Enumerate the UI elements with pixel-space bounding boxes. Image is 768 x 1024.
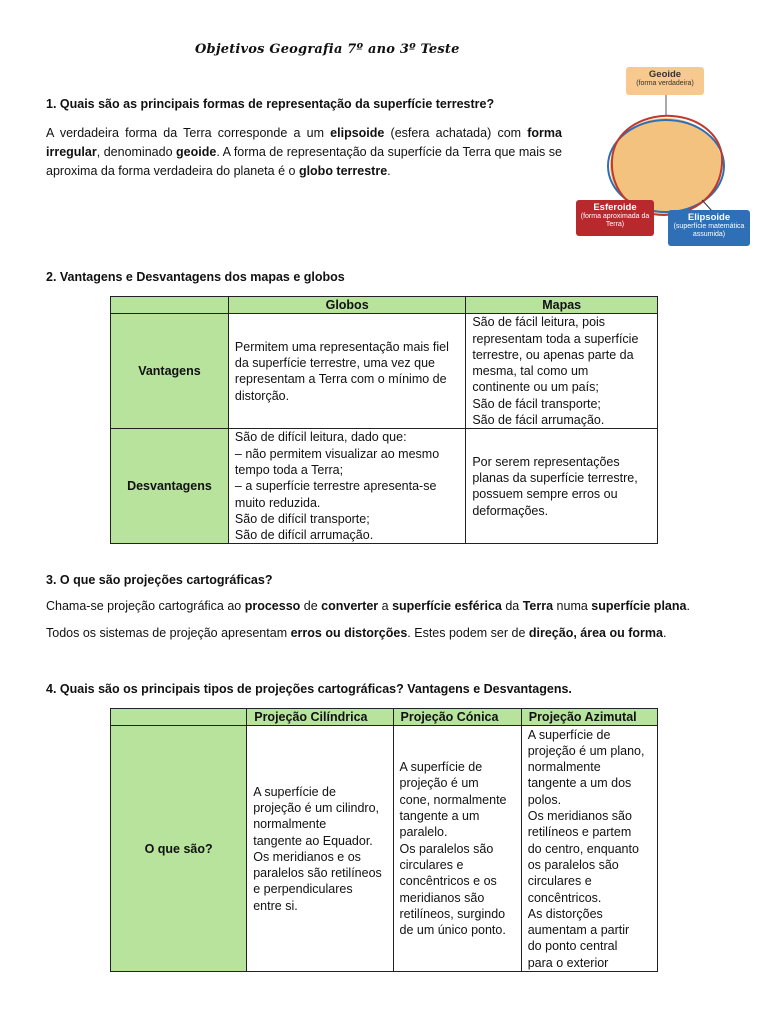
q1-heading: 1. Quais são as principais formas de representação da superfície terrestre? bbox=[46, 97, 495, 111]
text-run: da bbox=[501, 599, 523, 613]
earth-shape-diagram bbox=[572, 64, 756, 254]
cell-line: Por serem representações bbox=[472, 454, 620, 469]
cell-line: tangente a um bbox=[399, 809, 480, 824]
bold-text: processo bbox=[244, 599, 301, 613]
text-run: . Estes podem ser de bbox=[407, 626, 529, 640]
text-run: Todos os sistemas de projeção apresentam bbox=[46, 626, 291, 640]
q3-paragraph-2 bbox=[46, 624, 726, 643]
cell-line: A superfície de bbox=[253, 784, 336, 799]
cell-line: para o exterior bbox=[527, 955, 609, 970]
text-run: Chama-se projeção cartográfica ao bbox=[46, 599, 245, 613]
cell-vantagens-mapas bbox=[466, 314, 658, 429]
cell-vantagens-globos bbox=[228, 314, 465, 429]
elipsoide-label bbox=[668, 210, 750, 246]
text-run: numa bbox=[553, 599, 592, 613]
elipsoide-subtitle: (superfície matemática assumida) bbox=[673, 223, 745, 238]
cell-line: paralelos são retilíneos bbox=[253, 866, 382, 881]
cell-line: normalmente bbox=[253, 817, 327, 832]
projections-table bbox=[110, 708, 658, 972]
cell-line: Os paralelos são bbox=[399, 841, 494, 856]
cell-line: circulares e bbox=[399, 857, 464, 872]
bold-text: erros ou distorções bbox=[290, 626, 408, 640]
cell-line: muito reduzida. bbox=[234, 495, 321, 510]
cell-line: projeção é um cilindro, bbox=[253, 800, 379, 815]
cell-line: os paralelos são bbox=[527, 857, 619, 872]
bold-text: converter bbox=[321, 599, 379, 613]
cell-line: paralelo. bbox=[399, 825, 448, 840]
cell-conica bbox=[393, 726, 521, 972]
geoide-subtitle: (forma verdadeira) bbox=[636, 80, 694, 87]
text-run: a bbox=[378, 599, 393, 613]
cell-line: São de difícil leitura, dado que: bbox=[234, 430, 407, 445]
cell-line: representam a Terra com o mínimo de bbox=[234, 372, 447, 387]
maps-globes-table bbox=[110, 296, 658, 544]
esferoide-title: Esferoide bbox=[593, 202, 637, 213]
text-run: A verdadeira forma da Terra corresponde a um bbox=[46, 126, 331, 140]
geoide-title: Geoide bbox=[648, 69, 682, 80]
esferoide-subtitle: (forma aproximada da Terra) bbox=[580, 213, 650, 228]
cell-line: do centro, enquanto bbox=[527, 841, 639, 856]
cell-line: Os meridianos e os bbox=[253, 849, 361, 864]
cell-line: – a superfície terrestre apresenta-se bbox=[234, 479, 437, 494]
cell-line: A superfície de bbox=[399, 760, 483, 775]
cell-line: projeção é um plano, bbox=[527, 743, 645, 758]
geoide-label bbox=[626, 67, 704, 95]
cell-line: retilíneos, surgindo bbox=[399, 906, 506, 921]
cell-line: representam toda a superfície bbox=[472, 331, 639, 346]
text-run: (esfera achatada) com bbox=[384, 126, 528, 140]
cell-line: de um único ponto. bbox=[399, 923, 506, 938]
cell-line: retilíneos e partem bbox=[527, 825, 632, 840]
cell-line: da superfície terrestre, uma vez que bbox=[234, 356, 436, 371]
cell-line: aumentam a partir bbox=[527, 923, 630, 938]
q3-paragraph-1 bbox=[46, 597, 726, 616]
cell-line: concêntricos. bbox=[527, 890, 602, 905]
cell-line: cone, normalmente bbox=[399, 792, 507, 807]
bold-text: superfície plana bbox=[591, 599, 687, 613]
col-header-conica: Projeção Cónica bbox=[393, 709, 521, 726]
table-header-row bbox=[111, 297, 658, 314]
cell-line: entre si. bbox=[253, 898, 298, 913]
cell-line: possuem sempre erros ou bbox=[472, 487, 618, 502]
cell-line: circulares e bbox=[527, 874, 592, 889]
cell-line: distorção. bbox=[234, 388, 290, 403]
cell-desvantagens-globos bbox=[228, 429, 465, 544]
cell-line: São de fácil leitura, pois bbox=[472, 315, 606, 330]
cell-line: planas da superfície terrestre, bbox=[472, 471, 638, 486]
q1-paragraph bbox=[46, 124, 562, 181]
text-run: . A forma de representação da superfície da Terra que mais se aproxima da forma verdadeira do planeta é o bbox=[46, 145, 562, 178]
cell-line: São de difícil transporte; bbox=[234, 511, 370, 526]
row-label-vantagens: Vantagens bbox=[111, 314, 229, 429]
cell-line: e perpendiculares bbox=[253, 882, 353, 897]
bold-text: superfície esférica bbox=[392, 599, 502, 613]
cell-line: São de fácil arrumação. bbox=[472, 413, 605, 428]
cell-desvantagens-mapas bbox=[466, 429, 658, 544]
bold-text: forma irregular bbox=[46, 126, 562, 159]
cell-line: São de difícil arrumação. bbox=[234, 528, 374, 543]
text-run: , denominado bbox=[96, 145, 177, 159]
text-run: . bbox=[387, 164, 391, 178]
text-run: . bbox=[662, 626, 667, 640]
corner-cell bbox=[111, 709, 247, 726]
table-header-row bbox=[111, 709, 658, 726]
col-header-mapas: Mapas bbox=[466, 297, 658, 314]
cell-line: – não permitem visualizar ao mesmo bbox=[234, 446, 440, 461]
col-header-globos: Globos bbox=[228, 297, 465, 314]
cell-line: concêntricos e os bbox=[399, 874, 497, 889]
col-header-azimutal: Projeção Azimutal bbox=[521, 709, 657, 726]
cell-line: polos. bbox=[527, 792, 562, 807]
cell-line: do ponto central bbox=[527, 939, 618, 954]
cell-line: terrestre, ou apenas parte da bbox=[472, 347, 634, 362]
row-label-o-que-sao: O que são? bbox=[111, 726, 247, 972]
text-run: . bbox=[686, 599, 690, 613]
q2-heading: 2. Vantagens e Desvantagens dos mapas e globos bbox=[46, 270, 345, 284]
cell-line: Permitem uma representação mais fiel bbox=[234, 339, 449, 354]
esferoide-label bbox=[576, 200, 654, 236]
text-run: de bbox=[300, 599, 322, 613]
bold-text: geoide bbox=[176, 145, 217, 159]
cell-line: São de fácil transporte; bbox=[472, 396, 601, 411]
cell-line: As distorções bbox=[527, 906, 603, 921]
q4-heading: 4. Quais são os principais tipos de projeções cartográficas? Vantagens e Desvantagens. bbox=[46, 682, 572, 696]
col-header-cilindrica: Projeção Cilíndrica bbox=[247, 709, 393, 726]
bold-text: globo terrestre bbox=[298, 164, 388, 178]
cell-azimutal bbox=[521, 726, 657, 972]
cell-line: tempo toda a Terra; bbox=[234, 462, 344, 477]
table-row-o-que-sao bbox=[111, 726, 658, 972]
table-row-desvantagens bbox=[111, 429, 658, 544]
cell-line: projeção é um bbox=[399, 776, 479, 791]
bold-text: elipsoide bbox=[330, 126, 385, 140]
bold-text: direção, área ou forma bbox=[528, 626, 663, 640]
elipsoide-title: Elipsoide bbox=[687, 212, 731, 223]
cell-line: tangente a um dos bbox=[527, 776, 632, 791]
cell-line: mesma, tal como um bbox=[472, 364, 589, 379]
cell-line: A superfície de bbox=[527, 727, 611, 742]
cell-line: tangente ao Equador. bbox=[253, 833, 373, 848]
cell-line: deformações. bbox=[472, 503, 549, 518]
table-row-vantagens bbox=[111, 314, 658, 429]
q3-heading: 3. O que são projeções cartográficas? bbox=[46, 573, 273, 587]
cell-cilindrica bbox=[247, 726, 393, 972]
cell-line: Os meridianos são bbox=[527, 809, 632, 824]
corner-cell bbox=[111, 297, 229, 314]
cell-line: normalmente bbox=[527, 760, 601, 775]
cell-line: meridianos são bbox=[399, 890, 485, 905]
page-title: Objetivos Geografia 7º ano 3º Teste bbox=[195, 42, 460, 57]
row-label-desvantagens: Desvantagens bbox=[111, 429, 229, 544]
bold-text: Terra bbox=[522, 599, 554, 613]
cell-line: continente ou um país; bbox=[472, 380, 599, 395]
